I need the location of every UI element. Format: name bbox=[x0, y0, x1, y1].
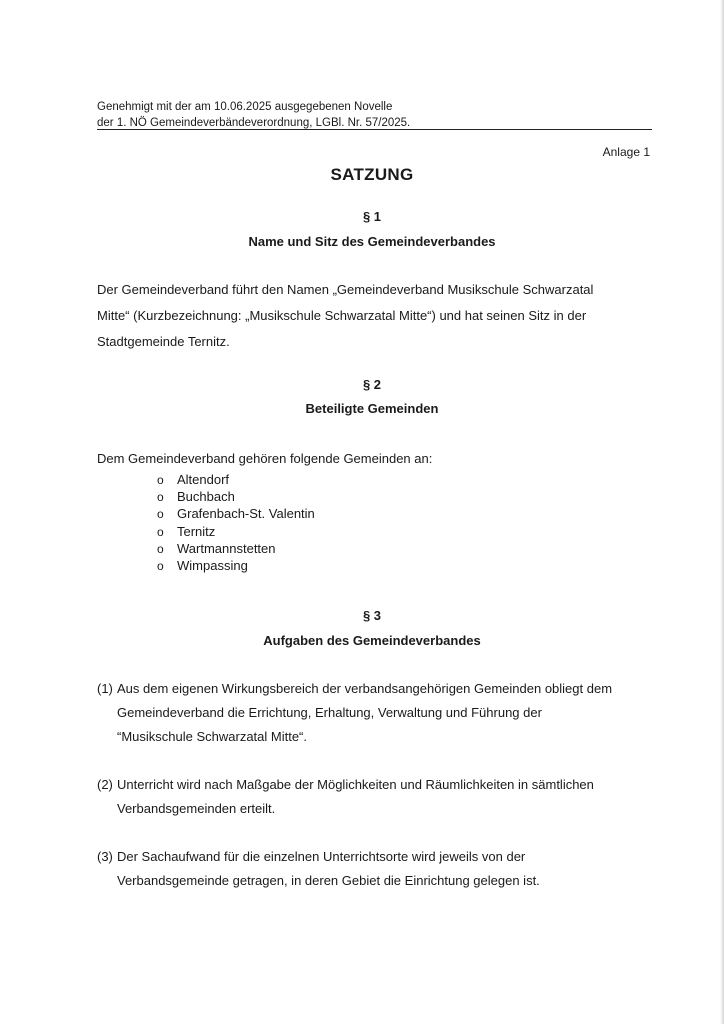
document-title: SATZUNG bbox=[330, 165, 414, 184]
section-1-text bbox=[97, 277, 657, 355]
list-item bbox=[157, 523, 315, 540]
section-2-title: Beteiligte Gemeinden bbox=[305, 401, 439, 416]
section-1-line: Der Gemeindeverband führt den Namen „Gemeindeverband Musikschule Schwarzatal bbox=[97, 282, 594, 297]
scan-page-edge bbox=[720, 0, 724, 1024]
list-item bbox=[157, 488, 315, 505]
paragraph-line: Verbandsgemeinden erteilt. bbox=[117, 801, 276, 816]
approval-note-line-1: Genehmigt mit der am 10.06.2025 ausgegebenen Novelle bbox=[97, 101, 393, 113]
paragraph-line: Gemeindeverband die Errichtung, Erhaltung, Verwaltung und Führung der bbox=[117, 705, 542, 720]
list-item-label: Buchbach bbox=[177, 489, 235, 505]
list-item bbox=[157, 540, 315, 557]
list-item-label: Ternitz bbox=[177, 523, 216, 539]
paragraph-line: Der Sachaufwand für die einzelnen Unterrichtsorte wird jeweils von der bbox=[117, 849, 526, 864]
section-3-title: Aufgaben des Gemeindeverbandes bbox=[263, 633, 481, 648]
section-1-title: Name und Sitz des Gemeindeverbandes bbox=[248, 234, 496, 249]
section-1-line: Mitte“ (Kurzbezeichnung: „Musikschule Schwarzatal Mitte“) und hat seinen Sitz in der bbox=[97, 308, 587, 323]
numbered-paragraph-2 bbox=[97, 773, 657, 821]
list-item-label: Wartmannstetten bbox=[177, 540, 276, 556]
section-2-number: § 2 bbox=[362, 377, 382, 392]
paragraph-line: Unterricht wird nach Maßgabe der Möglichkeiten und Räumlichkeiten in sämtlichen bbox=[117, 777, 594, 792]
header-rule bbox=[97, 129, 652, 130]
list-item bbox=[157, 471, 315, 488]
paragraph-number: (2) bbox=[97, 777, 113, 792]
numbered-paragraph-1 bbox=[97, 677, 657, 749]
bullet-icon: o bbox=[157, 473, 164, 487]
bullet-icon: o bbox=[157, 524, 164, 539]
list-item-label: Altendorf bbox=[177, 472, 230, 487]
municipality-list bbox=[157, 471, 315, 574]
section-3-number: § 3 bbox=[362, 608, 382, 623]
bullet-icon: o bbox=[157, 541, 164, 556]
bullet-icon: o bbox=[157, 507, 164, 522]
paragraph-line: “Musikschule Schwarzatal Mitte“. bbox=[117, 729, 307, 744]
paragraph-number: (1) bbox=[97, 681, 113, 696]
bullet-icon: o bbox=[157, 490, 164, 505]
list-item-label: Wimpassing bbox=[177, 557, 248, 573]
approval-note-line-2: der 1. NÖ Gemeindeverbändeverordnung, LGBl. Nr. 57/2025. bbox=[97, 117, 411, 129]
numbered-paragraph-3 bbox=[97, 845, 657, 893]
list-item bbox=[157, 505, 315, 522]
paragraph-number: (3) bbox=[97, 849, 113, 864]
paragraph-line: Verbandsgemeinde getragen, in deren Gebiet die Einrichtung gelegen ist. bbox=[117, 873, 540, 888]
attachment-label: Anlage 1 bbox=[602, 145, 650, 159]
approval-note bbox=[97, 99, 657, 131]
list-item-label: Grafenbach-St. Valentin bbox=[177, 506, 315, 522]
section-1-number: § 1 bbox=[362, 209, 382, 224]
bullet-icon: o bbox=[157, 558, 164, 573]
section-2-intro: Dem Gemeindeverband gehören folgende Gemeinden an: bbox=[97, 451, 433, 466]
paragraph-line: Aus dem eigenen Wirkungsbereich der verbandsangehörigen Gemeinden obliegt dem bbox=[117, 681, 613, 696]
list-item bbox=[157, 557, 315, 574]
section-1-line: Stadtgemeinde Ternitz. bbox=[97, 334, 230, 349]
